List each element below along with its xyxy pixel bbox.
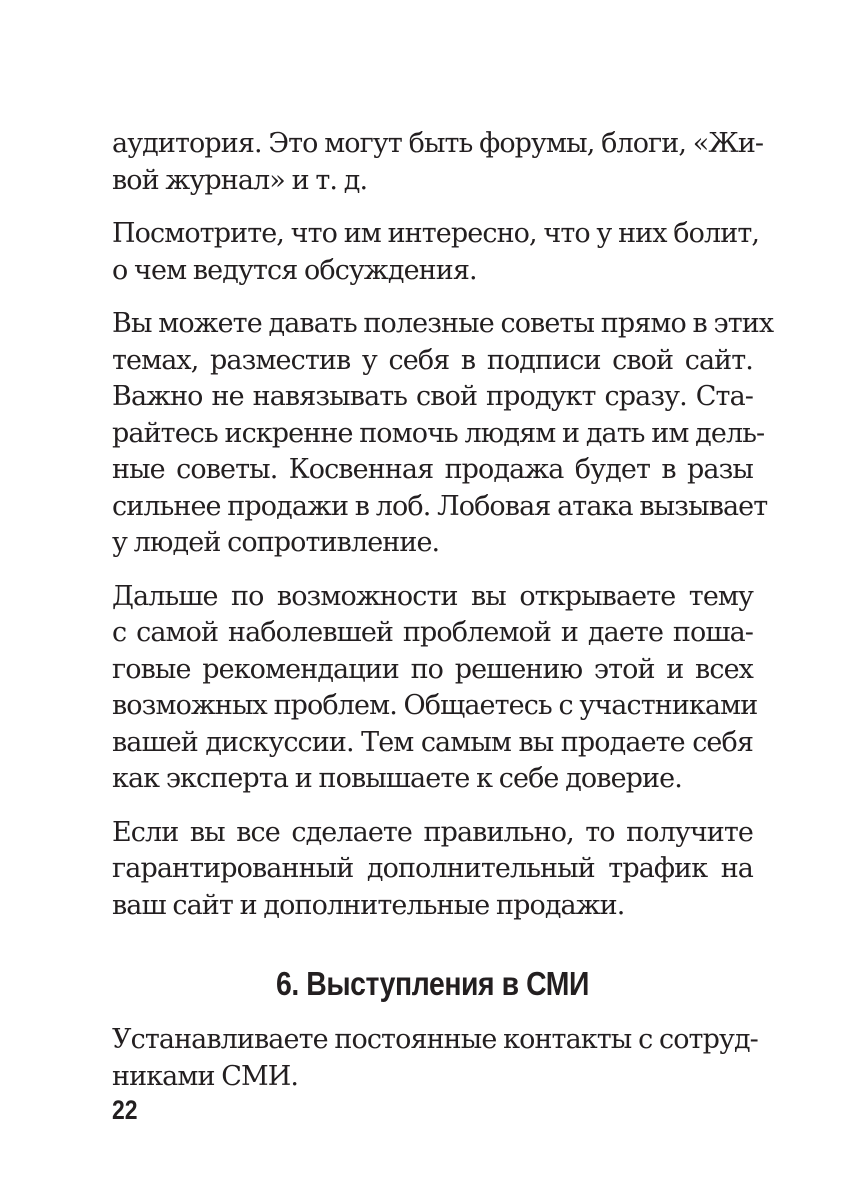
text-line: сильнее продажи в лоб. Лобовая атака вызывает — [112, 490, 768, 522]
text-line: говые рекомендации по решению этой и всех — [112, 653, 753, 685]
paragraph-3 — [112, 306, 774, 562]
text-line: Важно не навязывать свой продукт сразу. Ста- — [112, 381, 753, 412]
text-line: с самой наболевшей проблемой и даете поша- — [112, 617, 753, 648]
text-line: аудитория. Это могут быть форумы, блоги, «Жи- — [112, 128, 764, 159]
paragraph-5 — [112, 815, 753, 925]
text-line: Посмотрите, что им интересно, что у них болит, — [112, 218, 760, 249]
text-line: гарантированный дополнительный трафик на — [112, 853, 753, 884]
text-line: ные советы. Косвенная продажа будет в разы — [112, 454, 753, 485]
page-body — [112, 126, 774, 1112]
text-line: возможных проблем. Общаетесь с участниками — [112, 690, 758, 721]
paragraph-2 — [112, 216, 760, 289]
section-heading: 6. Выступления в СМИ — [276, 965, 589, 1002]
text-line: Вы можете давать полезные советы прямо в этих — [112, 308, 774, 339]
text-line: вашей дискуссии. Тем самым вы продаете себя — [112, 726, 753, 758]
text-line: ваш сайт и дополнительные продажи. — [112, 889, 625, 921]
paragraph-4 — [112, 579, 758, 798]
page-number: 22 — [112, 1095, 138, 1125]
text-line: темах, разместив у себя в подписи свой сайт. — [112, 344, 753, 376]
section-paragraph — [112, 1022, 758, 1095]
text-line: у людей сопротивление. — [112, 527, 440, 558]
paragraph-1 — [112, 126, 764, 199]
text-line: райтесь искренне помочь людям и дать им дель- — [112, 417, 765, 449]
text-line: Если вы все сделаете правильно, то получите — [112, 816, 753, 848]
text-line: вой журнал» и т. д. — [112, 164, 368, 196]
text-line: Устанавливаете постоянные контакты с сотруд- — [112, 1024, 758, 1055]
text-line: как эксперта и повышаете к себе доверие. — [112, 763, 682, 794]
text-line: о чем ведутся обсуждения. — [112, 254, 477, 286]
text-line: Дальше по возможности вы открываете тему — [112, 580, 753, 612]
text-line: никами СМИ. — [112, 1060, 299, 1092]
